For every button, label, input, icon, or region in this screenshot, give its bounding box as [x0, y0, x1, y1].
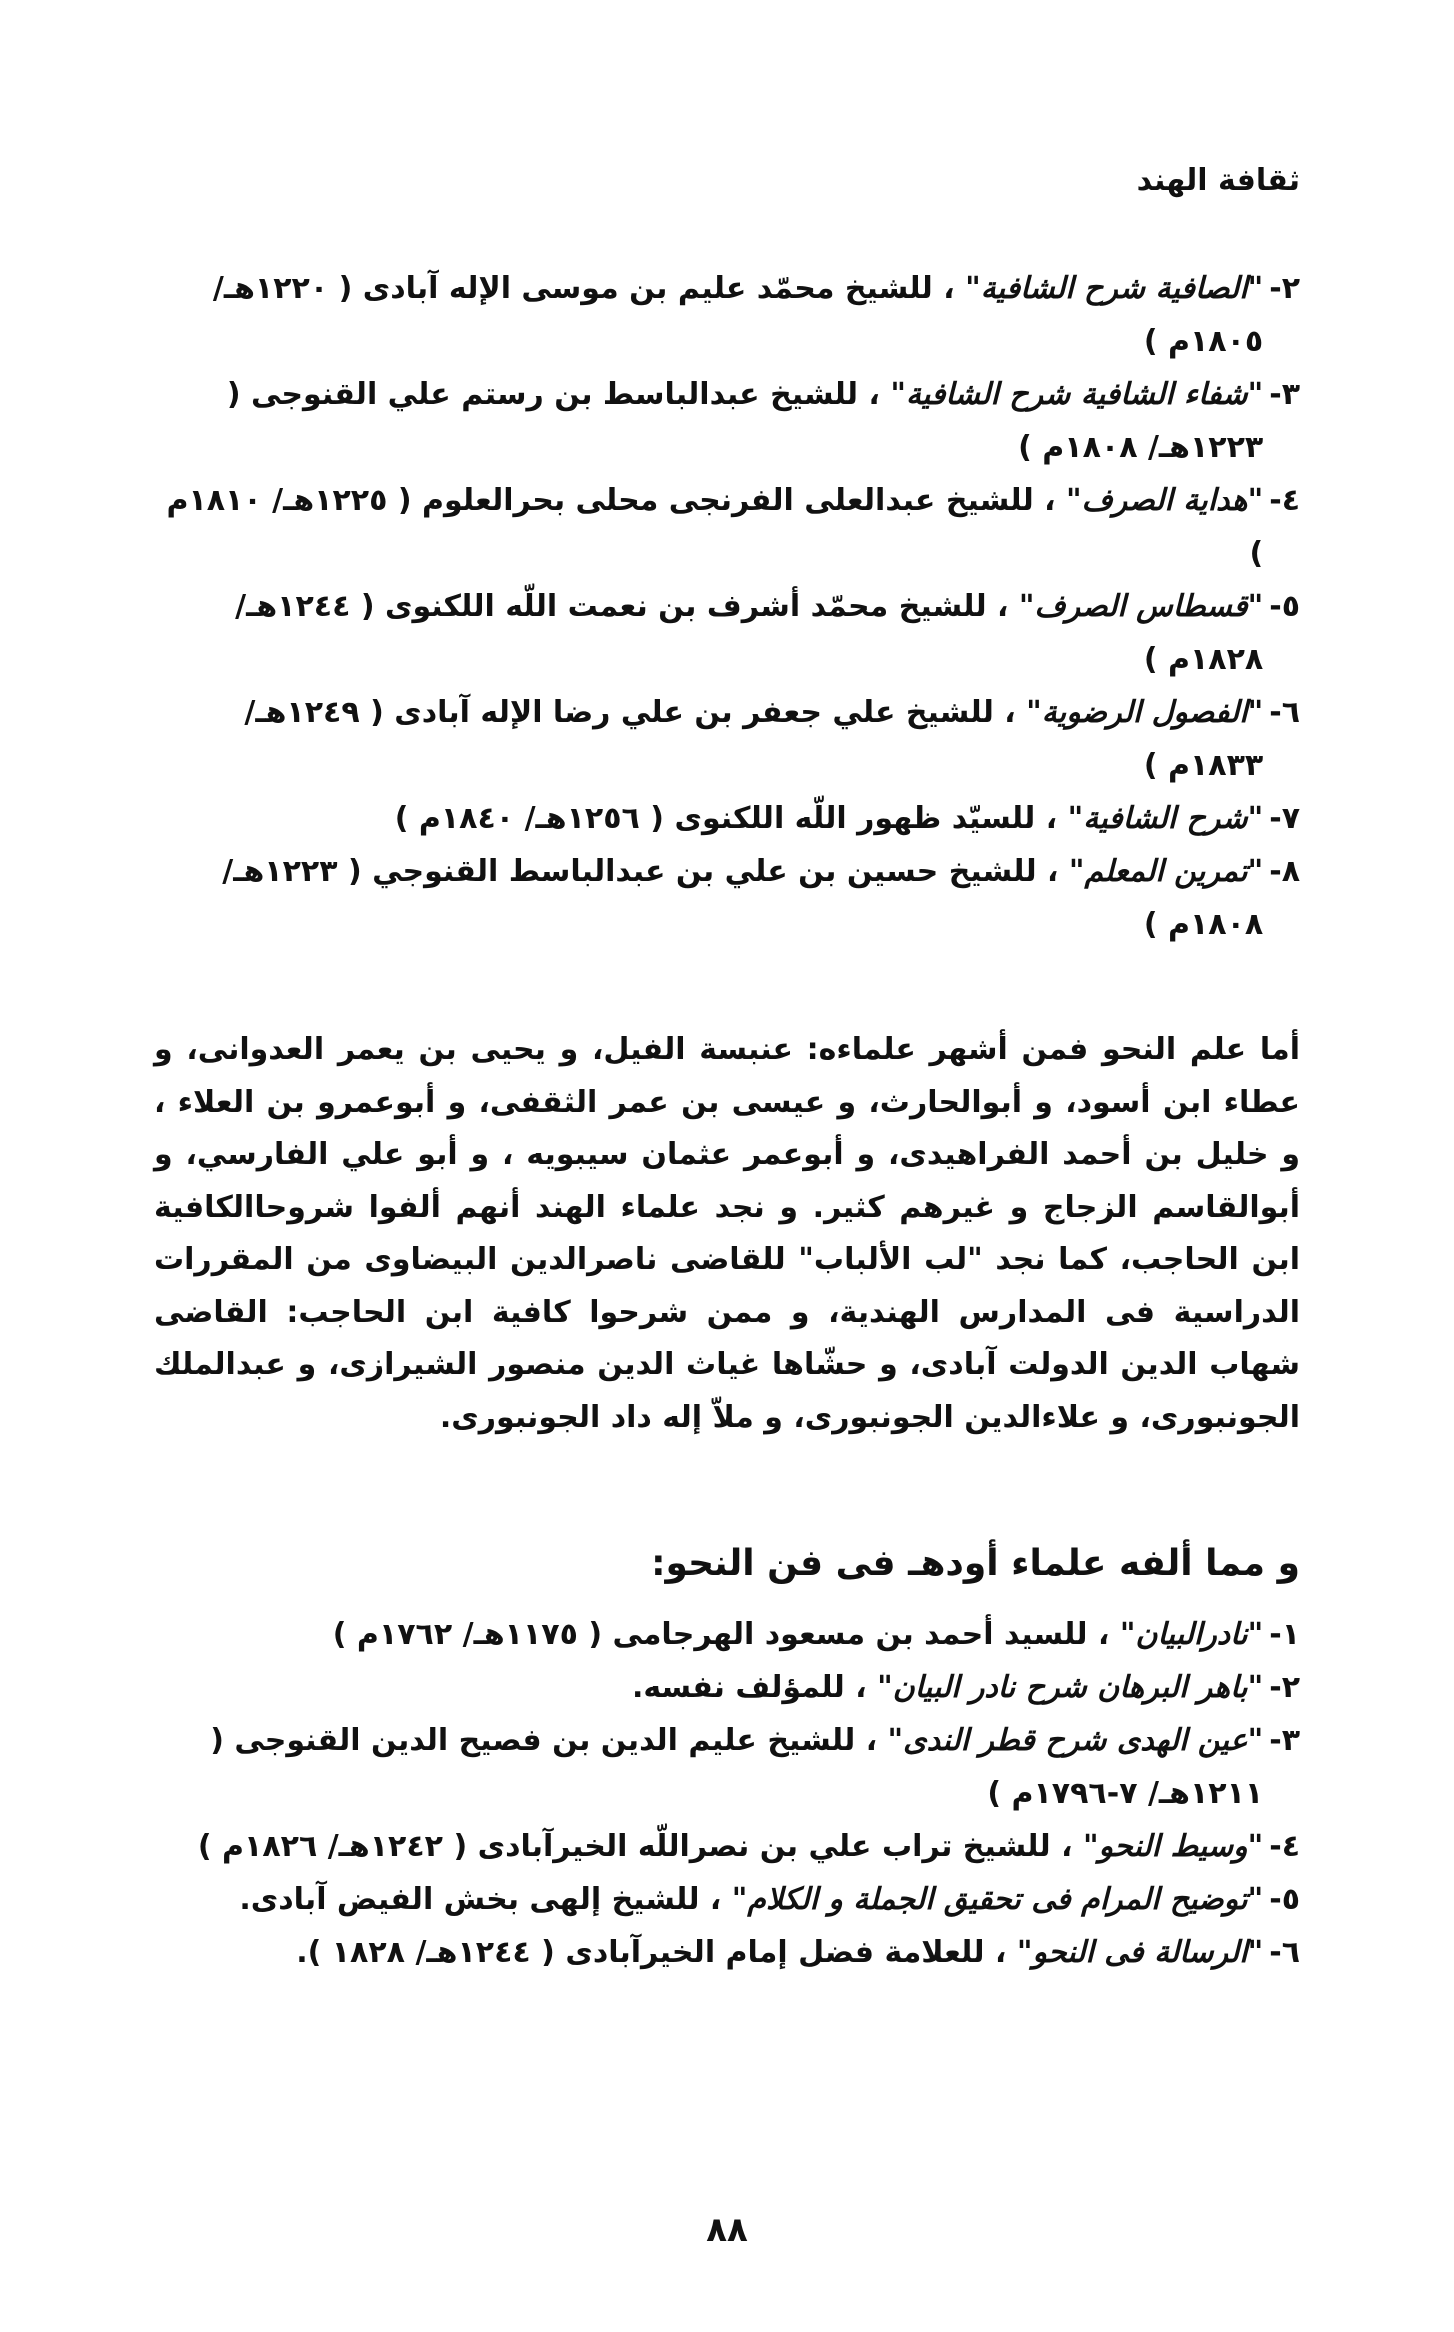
item-number: ٥ [1281, 589, 1300, 624]
list-item: ٦- "الفصول الرضوية" ، للشيخ علي جعفر بن علي رضا الإله آبادى ( ١٢٤٩هـ/ ١٨٣٣م ) [244, 695, 1300, 783]
book-title: "هداية الصرف" [1066, 483, 1264, 518]
book-title: "باهر البرهان شرح نادر البيان" [877, 1670, 1264, 1705]
book-title: "شرح الشافية" [1067, 801, 1264, 836]
book-details: ، للشيخ محمّد عليم بن موسى الإله آبادى ( ١٢٢٠هـ/ ١٨٠٥م ) [212, 271, 1264, 359]
item-number: ٢ [1281, 271, 1300, 306]
book-details: ، للشيخ إلهى بخش الفيض آبادى. [239, 1882, 722, 1917]
running-header: ثقافة الهند [1136, 163, 1300, 198]
book-details: ، للمؤلف نفسه. [631, 1670, 867, 1705]
list-item: ٣- "شفاء الشافية شرح الشافية" ، للشيخ عبدالباسط بن رستم علي القنوجى ( ١٢٢٣هـ/ ١٨٠٨م ) [226, 377, 1300, 465]
list-item: ٧- "شرح الشافية" ، للسيّد ظهور اللّه اللكنوى ( ١٢٥٦هـ/ ١٨٤٠م ) [394, 801, 1300, 836]
book-title: "عين الهدى شرح قطر الندى" [887, 1723, 1264, 1758]
book-details: ، للشيخ علي جعفر بن علي رضا الإله آبادى ( ١٢٤٩هـ/ ١٨٣٣م ) [244, 695, 1264, 783]
book-details: ، للشيخ عليم الدين بن فصيح الدين القنوجى ( ١٢١١هـ/ ٧-١٧٩٦م ) [210, 1723, 1264, 1811]
list-item: ٥- "قسطاس الصرف" ، للشيخ محمّد أشرف بن نعمت اللّه اللكنوى ( ١٢٤٤هـ/ ١٨٢٨م ) [235, 589, 1300, 677]
item-number: ٤ [1281, 1829, 1300, 1864]
item-number: ١ [1281, 1617, 1300, 1652]
book-details: ، للشيخ عبدالعلى الفرنجى محلى بحرالعلوم ( ١٢٢٥هـ/ ١٨١٠م ) [166, 483, 1264, 571]
list-item: ١- "نادرالبيان" ، للسيد أحمد بن مسعود الهرجامى ( ١١٧٥هـ/ ١٧٦٢م ) [332, 1617, 1300, 1652]
list-item: ٤- "هداية الصرف" ، للشيخ عبدالعلى الفرنجى محلى بحرالعلوم ( ١٢٢٥هـ/ ١٨١٠م ) [166, 483, 1300, 571]
item-number: ٨ [1281, 854, 1300, 889]
book-details: ، للشيخ تراب علي بن نصراللّه الخيرآبادى ( ١٢٤٢هـ/ ١٨٢٦م ) [197, 1829, 1073, 1864]
item-number: ٦ [1281, 1935, 1300, 1970]
book-details: ، للشيخ حسين بن علي بن عبدالباسط القنوجي ( ١٢٢٣هـ/ ١٨٠٨م ) [222, 854, 1264, 942]
item-number: ٣ [1281, 377, 1300, 412]
book-details: ، للشيخ عبدالباسط بن رستم علي القنوجى ( ١٢٢٣هـ/ ١٨٠٨م ) [226, 377, 1264, 465]
item-number: ٤ [1281, 483, 1300, 518]
book-details: ، للشيخ محمّد أشرف بن نعمت اللّه اللكنوى ( ١٢٤٤هـ/ ١٨٢٨م ) [235, 589, 1264, 677]
item-number: ٧ [1281, 801, 1300, 836]
list-item: ٥- "توضيح المرام فى تحقيق الجملة و الكلام" ، للشيخ إلهى بخش الفيض آبادى. [239, 1882, 1300, 1917]
book-title: "وسيط النحو" [1082, 1829, 1264, 1864]
section-heading: و مما ألفه علماء أودهـ فى فن النحو: [651, 1543, 1300, 1584]
list-item: ٢- "الصافية شرح الشافية" ، للشيخ محمّد عليم بن موسى الإله آبادى ( ١٢٢٠هـ/ ١٨٠٥م ) [212, 271, 1300, 359]
nahw-paragraph: أما علم النحو فمن أشهر علماءه: عنبسة الفيل، و يحيى بن يعمر العدوانى، و عطاء ابن أسود، و أبوالحارث، و عيسى بن عمر الثقفى، و أبوعمرو بن العلاء ، و خليل بن أحمد الفراهيدى، و أبوعمر عثمان سيبويه ، و أبو علي الفارسي، و أبوالقاسم الزجاج و غيرهم كثير. و نجد علماء الهند أنهم ألفوا شروحاالكافية ابن الحاجب، كما نجد "لب الألباب" للقاضى ناصرالدين البيضاوى من المقررات الدراسية فى المدارس الهندية، و ممن شرحوا كافية ابن الحاجب: القاضى شهاب الدين الدولت آبادى، و حشّاها غياث الدين منصور الشيرازى، و عبدالملك الجونبورى، و علاءالدين الجونبورى، و ملاّ إله داد الجونبورى. [154, 1032, 1300, 1435]
sarf-books-list [154, 262, 1300, 951]
book-title: "تمرين المعلم" [1068, 854, 1264, 889]
book-details: ، للعلامة فضل إمام الخيرآبادى ( ١٢٤٤هـ/ ١٨٢٨ ). [296, 1935, 1007, 1970]
list-item: ٨- "تمرين المعلم" ، للشيخ حسين بن علي بن عبدالباسط القنوجي ( ١٢٢٣هـ/ ١٨٠٨م ) [222, 854, 1300, 942]
book-title: "شفاء الشافية شرح الشافية" [890, 377, 1264, 412]
list-item: ٦- "الرسالة فى النحو" ، للعلامة فضل إمام الخيرآبادى ( ١٢٤٤هـ/ ١٨٢٨ ). [296, 1935, 1300, 1970]
item-number: ٣ [1281, 1723, 1300, 1758]
book-title: "الفصول الرضوية" [1026, 695, 1264, 730]
book-details: ، للسيد أحمد بن مسعود الهرجامى ( ١١٧٥هـ/ ١٧٦٢م ) [332, 1617, 1110, 1652]
list-item: ٣- "عين الهدى شرح قطر الندى" ، للشيخ عليم الدين بن فصيح الدين القنوجى ( ١٢١١هـ/ ٧-١٧٩٦م ) [210, 1723, 1300, 1811]
list-item: ٤- "وسيط النحو" ، للشيخ تراب علي بن نصراللّه الخيرآبادى ( ١٢٤٢هـ/ ١٨٢٦م ) [197, 1829, 1300, 1864]
book-title: "قسطاس الصرف" [1018, 589, 1264, 624]
item-number: ٢ [1281, 1670, 1300, 1705]
page-number: ٨٨ [706, 2210, 748, 2250]
book-title: "توضيح المرام فى تحقيق الجملة و الكلام" [731, 1882, 1264, 1917]
book-title: "نادرالبيان" [1119, 1617, 1264, 1652]
item-number: ٥ [1281, 1882, 1300, 1917]
list-item: ٢- "باهر البرهان شرح نادر البيان" ، للمؤلف نفسه. [631, 1670, 1300, 1705]
nahw-books-list [154, 1608, 1300, 1979]
book-title: "الصافية شرح الشافية" [965, 271, 1264, 306]
book-details: ، للسيّد ظهور اللّه اللكنوى ( ١٢٥٦هـ/ ١٨٤٠م ) [394, 801, 1058, 836]
item-number: ٦ [1281, 695, 1300, 730]
book-title: "الرسالة فى النحو" [1016, 1935, 1264, 1970]
